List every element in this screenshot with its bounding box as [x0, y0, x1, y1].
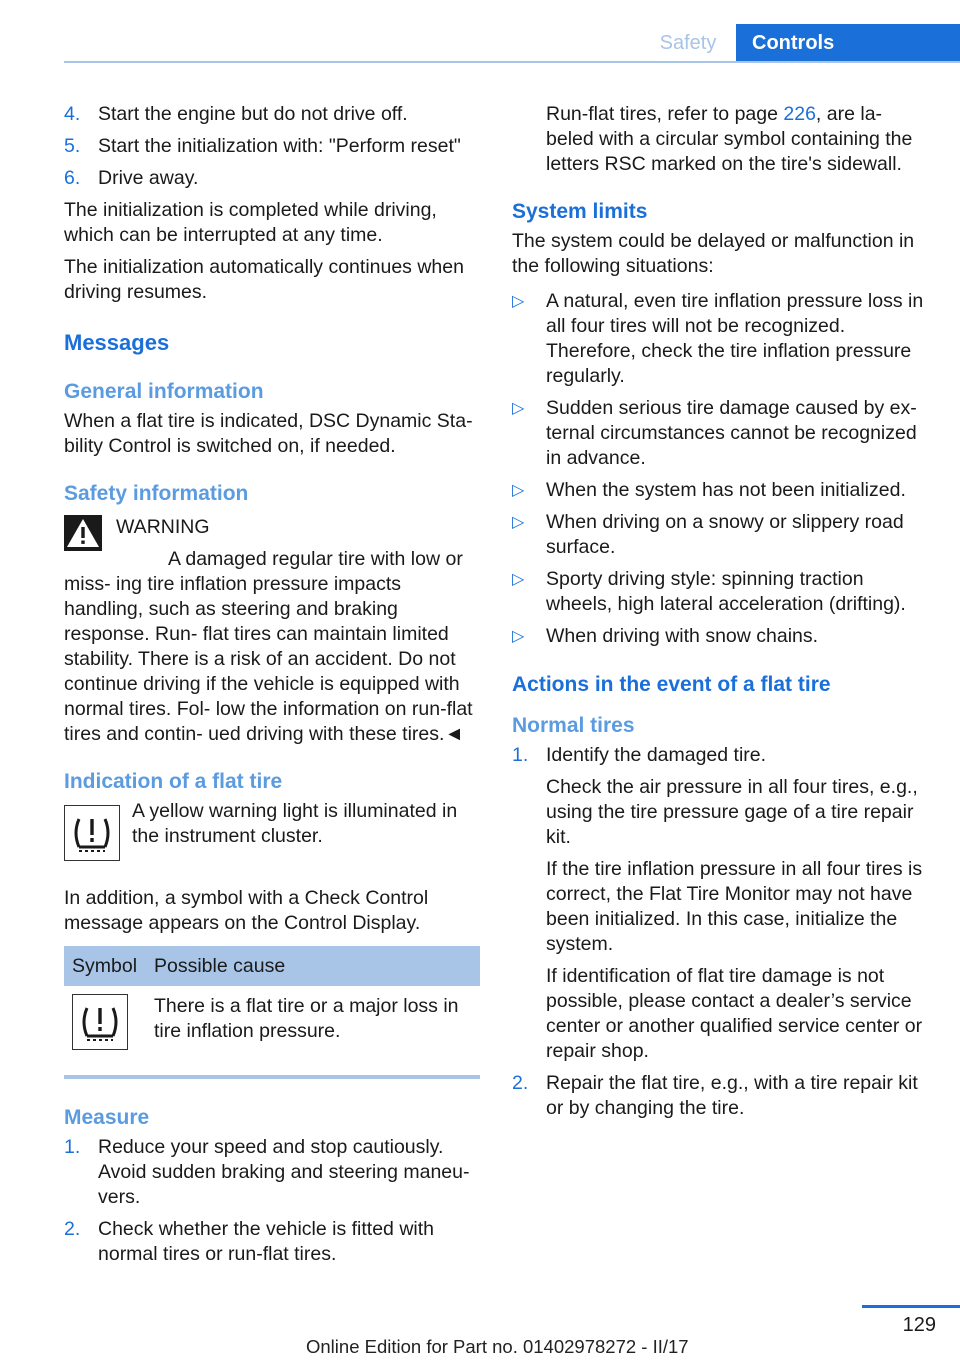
- runflat-text-pre: Run-flat tires, refer to page: [546, 103, 784, 125]
- table-header-cause: Possible cause: [146, 946, 480, 986]
- bullet-text: When driving with snow chains.: [546, 625, 819, 647]
- page-reference-link[interactable]: 226: [783, 103, 816, 125]
- bullet-text: Sudden serious tire damage caused by ex- ternal circumstances cannot be recognized in advance.: [546, 397, 917, 469]
- triangle-bullet-icon: ▷: [512, 514, 525, 531]
- paragraph: The initialization is completed while driving, which can be interrupted at any time.: [64, 199, 437, 246]
- list-item: [64, 166, 482, 191]
- symbol-table: [64, 946, 480, 1065]
- triangle-bullet-icon: ▷: [512, 293, 525, 310]
- header-chapter-controls[interactable]: Controls: [736, 24, 960, 62]
- step-text: Drive away.: [98, 167, 199, 189]
- right-column: [512, 102, 932, 1128]
- list-item: [512, 289, 932, 389]
- step-text: Start the initialization with: "Perform reset": [98, 135, 461, 157]
- bullet-text: When driving on a snowy or slippery road surface.: [546, 511, 904, 558]
- heading-normal-tires: Normal tires: [512, 714, 635, 737]
- header-rule: [64, 61, 960, 63]
- heading-indication-flat-tire: Indication of a flat tire: [64, 770, 283, 793]
- step-number: 6.: [64, 167, 81, 189]
- paragraph: If the tire inflation pressure in all four tires is correct, the Flat Tire Monitor may not have been initialized. In this case, initialize the system.: [546, 858, 923, 955]
- list-item: [512, 478, 932, 503]
- list-item: [512, 743, 932, 768]
- list-item: [64, 1217, 482, 1267]
- heading-actions-flat-tire: Actions in the event of a flat tire: [512, 673, 831, 696]
- step-number: 4.: [64, 103, 81, 125]
- table-rule: [64, 1075, 480, 1079]
- step-number: 2.: [64, 1218, 81, 1240]
- left-column: [64, 102, 482, 1274]
- heading-measure: Measure: [64, 1106, 150, 1129]
- warning-text-content: A damaged regular tire with low or miss- ing tire inflation pressure impacts handling, such as steering and braking response. Run- flat tires can maintain limited stability. There is a risk of an accident. Do not continue driving if the vehicle is equipped with normal tires. Fol- low the information on run-flat tires and contin- ued driving with these tires.◄: [64, 548, 473, 745]
- list-item: [512, 396, 932, 471]
- warning-triangle-icon: [64, 515, 102, 558]
- tire-pressure-warning-icon: [64, 805, 120, 868]
- runflat-text-post: , are la- beled with a circular symbol containing the letters RSC marked on the tire's sidewall.: [546, 103, 913, 175]
- bullet-text: When the system has not been initialized.: [546, 479, 906, 501]
- list-item: [512, 1071, 932, 1121]
- bullet-text: Sporty driving style: spinning traction wheels, high lateral acceleration (drifting).: [546, 568, 906, 615]
- page-header: [640, 24, 960, 62]
- paragraph: If identification of flat tire damage is not possible, please contact a dealer’s service center or another qualified service center or repair shop.: [546, 965, 923, 1062]
- table-cell-cause: There is a flat tire or a major loss in tire inflation pressure.: [154, 995, 459, 1042]
- heading-system-limits: System limits: [512, 200, 648, 223]
- table-header-row: [64, 946, 480, 986]
- triangle-bullet-icon: ▷: [512, 400, 525, 417]
- table-cell-symbol: [64, 986, 146, 1065]
- list-item: [64, 1135, 482, 1210]
- triangle-bullet-icon: ▷: [512, 571, 525, 588]
- step-text: Start the engine but do not drive off.: [98, 103, 408, 125]
- list-item: [64, 102, 482, 127]
- paragraph: The system could be delayed or malfunction in the following situations:: [512, 230, 915, 277]
- triangle-bullet-icon: ▷: [512, 482, 525, 499]
- table-row: [64, 986, 480, 1065]
- heading-general-information: General information: [64, 380, 264, 403]
- warning-text: [12, 547, 482, 747]
- triangle-bullet-icon: ▷: [512, 628, 525, 645]
- header-section-safety[interactable]: Safety: [659, 32, 717, 54]
- paragraph: When a flat tire is indicated, DSC Dynamic Sta- bility Control is switched on, if needed.: [64, 410, 473, 457]
- step-text: Identify the damaged tire.: [546, 744, 767, 766]
- paragraph: The initialization automatically continues when driving resumes.: [64, 256, 464, 303]
- footer-rule: [862, 1305, 960, 1308]
- paragraph: Check the air pressure in all four tires, e.g., using the tire pressure gage of a tire repair kit.: [546, 776, 918, 848]
- paragraph: In addition, a symbol with a Check Control message appears on the Control Display.: [64, 887, 429, 934]
- footer-edition: Online Edition for Part no. 01402978272 - II/17: [306, 1336, 689, 1357]
- runflat-paragraph: [512, 102, 932, 177]
- table-header-symbol: Symbol: [64, 946, 146, 986]
- list-item: [512, 624, 932, 649]
- indication-block: [64, 801, 482, 872]
- heading-safety-information: Safety information: [64, 482, 249, 505]
- step-text: Check whether the vehicle is fitted with normal tires or run-flat tires.: [98, 1218, 434, 1265]
- list-item: [512, 567, 932, 617]
- step-number: 1.: [512, 744, 529, 766]
- page-number: 129: [902, 1314, 936, 1336]
- heading-messages: Messages: [64, 330, 170, 355]
- step-text: Repair the flat tire, e.g., with a tire repair kit or by changing the tire.: [546, 1072, 918, 1119]
- step-text: Reduce your speed and stop cautiously. Avoid sudden braking and steering maneu- vers.: [98, 1136, 470, 1208]
- step-number: 1.: [64, 1136, 81, 1158]
- warning-block: [64, 515, 482, 747]
- warning-label: WARNING: [116, 516, 210, 538]
- step-number: 5.: [64, 135, 81, 157]
- step-number: 2.: [512, 1072, 529, 1094]
- bullet-text: A natural, even tire inflation pressure loss in all four tires will not be recognized. Therefore, check the tire inflation pressure regularly.: [546, 290, 924, 387]
- tire-pressure-warning-icon: [72, 1033, 128, 1055]
- paragraph: A yellow warning light is illuminated in the instrument cluster.: [132, 801, 458, 847]
- list-item: [64, 134, 482, 159]
- list-item: [512, 510, 932, 560]
